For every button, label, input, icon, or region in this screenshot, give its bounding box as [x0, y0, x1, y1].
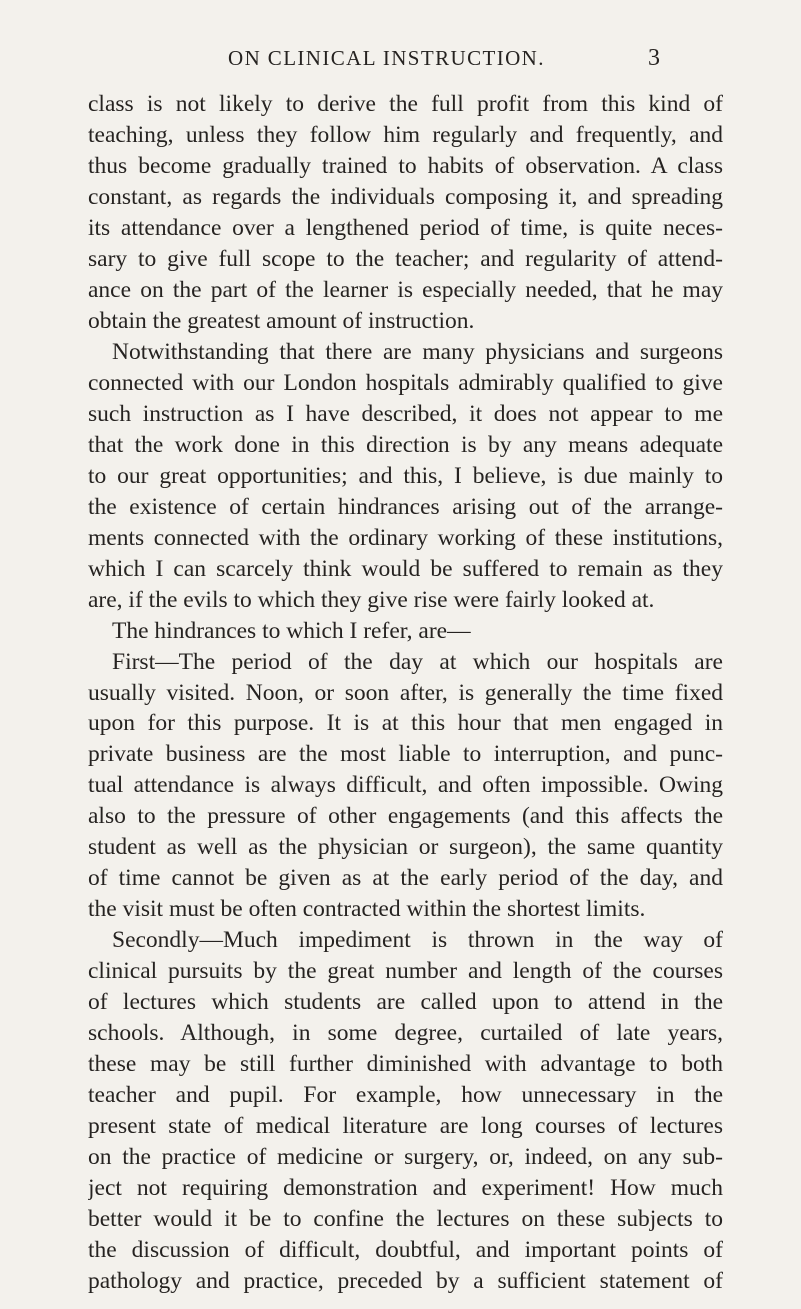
- text-line: teacher and pupil. For example, how unnecessary in the: [88, 1082, 723, 1109]
- text-line: to our great opportunities; and this, I believe, is due mainly to: [88, 462, 723, 489]
- text-line: ject not requiring demonstration and experiment! How much: [88, 1175, 723, 1202]
- text-line: upon for this purpose. It is at this hour that men engaged in: [88, 710, 723, 737]
- text-line: Secondly—Much impediment is thrown in the way of: [112, 927, 723, 954]
- text-line: better would it be to confine the lectures on these subjects to: [88, 1206, 723, 1233]
- text-line: clinical pursuits by the great number and length of the courses: [88, 958, 723, 985]
- text-line: connected with our London hospitals admirably qualified to give: [88, 369, 723, 396]
- text-line: on the practice of medicine or surgery, or, indeed, on any sub-: [88, 1144, 723, 1171]
- text-line: usually visited. Noon, or soon after, is generally the time fixed: [88, 679, 723, 706]
- text-line: private business are the most liable to interruption, and punc-: [88, 741, 723, 768]
- text-line: sary to give full scope to the teacher; and regularity of attend-: [88, 245, 723, 272]
- text-line: of time cannot be given as at the early period of the day, and: [88, 865, 723, 892]
- text-line: First—The period of the day at which our hospitals are: [112, 648, 723, 675]
- text-line: of lectures which students are called upon to attend in the: [88, 989, 723, 1016]
- text-line: pathology and practice, preceded by a sufficient statement of: [88, 1268, 723, 1294]
- text-line: Notwithstanding that there are many physicians and surgeons: [112, 338, 723, 365]
- text-line: ments connected with the ordinary working of these institutions,: [88, 524, 723, 551]
- text-line: the visit must be often contracted within the shortest limits.: [88, 896, 646, 923]
- text-line: these may be still further diminished with advantage to both: [88, 1051, 723, 1078]
- text-line: are, if the evils to which they give rise were fairly looked at.: [88, 586, 655, 613]
- text-line: thus become gradually trained to habits of observation. A class: [88, 152, 723, 179]
- text-line: student as well as the physician or surgeon), the same quantity: [88, 834, 723, 861]
- text-line: the existence of certain hindrances arising out of the arrange-: [88, 493, 723, 520]
- page-number: 3: [648, 45, 660, 71]
- text-line: its attendance over a lengthened period of time, is quite neces-: [88, 214, 723, 241]
- text-line: also to the pressure of other engagements (and this affects the: [88, 803, 723, 830]
- text-line: present state of medical literature are long courses of lectures: [88, 1113, 723, 1140]
- text-line: class is not likely to derive the full profit from this kind of: [88, 91, 723, 117]
- text-line: such instruction as I have described, it does not appear to me: [88, 400, 723, 427]
- text-line: schools. Although, in some degree, curtailed of late years,: [88, 1020, 723, 1047]
- text-line: teaching, unless they follow him regularly and frequently, and: [88, 121, 723, 148]
- text-line: obtain the greatest amount of instruction.: [88, 307, 475, 334]
- text-line: constant, as regards the individuals composing it, and spreading: [88, 183, 723, 210]
- text-line: which I can scarcely think would be suffered to remain as they: [88, 555, 723, 582]
- text-line: tual attendance is always difficult, and often impossible. Owing: [88, 772, 723, 799]
- text-line: The hindrances to which I refer, are—: [112, 617, 471, 644]
- text-line: ance on the part of the learner is especially needed, that he may: [88, 276, 723, 303]
- text-line: the discussion of difficult, doubtful, and important points of: [88, 1237, 723, 1264]
- text-line: that the work done in this direction is by any means adequate: [88, 431, 723, 458]
- running-head: ON CLINICAL INSTRUCTION.: [228, 46, 545, 70]
